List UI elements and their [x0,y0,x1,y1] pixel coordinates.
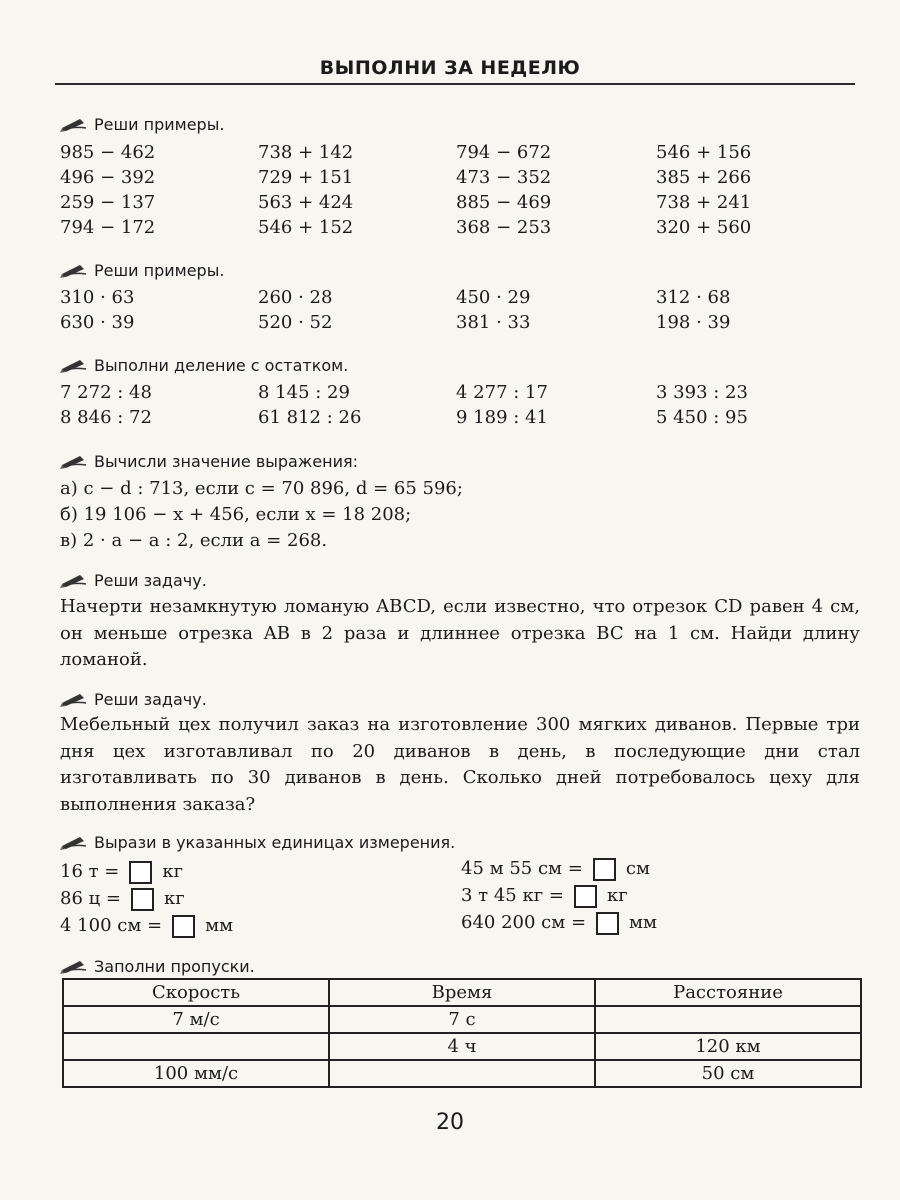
pencil-icon [60,262,88,278]
exercise-item: 985 − 462 [60,142,156,163]
table-cell: 4 ч [329,1033,595,1060]
fill-in-table [62,978,862,1088]
answer-box[interactable] [574,885,597,908]
task-text: Начерти незамкнутую ломаную ABCD, если известно, что отрезок CD равен 4 см, он меньше отрезка AB в 2 раза и длиннее отрезка BC на 1 см. Найди длину ломаной. [60,596,860,670]
table-cell: 50 см [595,1060,861,1087]
pencil-icon [60,357,88,373]
exercise-item: 885 − 469 [456,192,552,213]
conversion-expression: 3 т 45 кг = [461,885,564,906]
conversion-unit: кг [164,888,185,909]
section-heading-text: Вырази в указанных единицах измерения. [94,832,456,852]
exercise-item: 9 189 : 41 [456,407,548,428]
page-number: 20 [436,1110,464,1135]
column-header-distance: Расстояние [595,979,861,1006]
exercise-item: 496 − 392 [60,167,156,188]
exercise-item: 473 − 352 [456,167,552,188]
exercise-item: 312 · 68 [656,287,731,308]
conversion-expression: 86 ц = [60,888,122,909]
header-divider [55,83,855,85]
table-row [63,1006,861,1033]
conversion-expression: 16 т = [60,861,120,882]
conversion-unit: мм [629,912,658,933]
exercise-item: 450 · 29 [456,287,531,308]
exercise-item: 368 − 253 [456,217,552,238]
exercise-item: 7 272 : 48 [60,382,152,403]
conversion-unit: см [625,858,650,879]
section-heading-text: Реши примеры. [94,114,225,134]
column-header-speed: Скорость [63,979,329,1006]
table-header-row [63,979,861,1006]
exercise-item: 4 277 : 17 [456,382,548,403]
exercise-item: 8 846 : 72 [60,407,152,428]
expression-line: а) c − d : 713, если c = 70 896, d = 65 596; [60,478,463,499]
table-cell-blank[interactable] [595,1006,861,1033]
exercise-item: 630 · 39 [60,312,135,333]
section-heading-text: Реши примеры. [94,260,225,280]
section-heading-table [60,954,255,978]
conversion-expression: 4 100 см = [60,915,163,936]
answer-box[interactable] [129,861,152,884]
exercise-item: 385 + 266 [656,167,752,188]
table-cell: 7 с [329,1006,595,1033]
table-cell-blank[interactable] [63,1033,329,1060]
expression-line: б) 19 106 − x + 456, если x = 18 208; [60,504,412,525]
exercise-item: 546 + 152 [258,217,354,238]
page-header-title: ВЫПОЛНИ ЗА НЕДЕЛЮ [319,57,581,79]
exercise-item: 5 450 : 95 [656,407,748,428]
exercise-item: 520 · 52 [258,312,333,333]
conversion-expression: 640 200 см = [461,912,587,933]
exercise-item: 320 + 560 [656,217,752,238]
column-header-time: Время [329,979,595,1006]
exercise-item: 546 + 156 [656,142,752,163]
answer-box[interactable] [596,912,619,935]
section-heading-expressions [60,449,358,473]
section-heading-text: Реши задачу. [94,689,207,709]
exercise-item: 3 393 : 23 [656,382,748,403]
unit-conversion [461,855,650,883]
expression-line: в) 2 · a − a : 2, если a = 268. [60,530,328,551]
table-row [63,1060,861,1087]
pencil-icon [60,453,88,469]
unit-conversion [60,885,185,913]
unit-conversion [60,858,183,886]
conversion-unit: кг [162,861,184,882]
unit-conversion [461,909,657,937]
pencil-icon [60,572,88,588]
answer-box[interactable] [131,888,154,911]
table-cell: 120 км [595,1033,861,1060]
answer-box[interactable] [593,858,616,881]
exercise-item: 8 145 : 29 [258,382,350,403]
answer-box[interactable] [172,915,195,938]
table-cell: 7 м/с [63,1006,329,1033]
section-heading-units [60,830,455,854]
task-text: Мебельный цех получил заказ на изготовление 300 мягких диванов. Первые три дня цех изготавливал по 20 диванов в день, в последующие дни стал изготавливать по 30 диванов в день. Сколько дней потребовалось цеху для выполнения заказа? [60,714,860,815]
exercise-item: 794 − 672 [456,142,552,163]
section-heading-text: Заполни пропуски. [94,956,255,976]
exercise-item: 563 + 424 [258,192,354,213]
table-cell: 100 мм/с [63,1060,329,1087]
section-heading-task1 [60,568,207,592]
section-heading-text: Выполни деление с остатком. [94,355,349,375]
exercise-item: 729 + 151 [258,167,354,188]
exercise-item: 738 + 241 [656,192,752,213]
section-heading-text: Реши задачу. [94,570,207,590]
conversion-expression: 45 м 55 см = [461,858,583,879]
table-cell-blank[interactable] [329,1060,595,1087]
table-row [63,1033,861,1060]
exercise-item: 381 · 33 [456,312,531,333]
conversion-unit: кг [606,885,628,906]
exercise-item: 260 · 28 [258,287,333,308]
section-heading-task2 [60,687,207,711]
conversion-unit: мм [205,915,234,936]
pencil-icon [60,116,88,132]
pencil-icon [60,691,88,707]
pencil-icon [60,958,88,974]
unit-conversion [461,882,628,910]
section-heading-text: Вычисли значение выражения: [94,451,358,471]
unit-conversion [60,912,233,940]
exercise-item: 738 + 142 [258,142,354,163]
exercise-item: 310 · 63 [60,287,135,308]
section-heading-add-sub [60,112,224,136]
exercise-item: 198 · 39 [656,312,731,333]
exercise-item: 794 − 172 [60,217,156,238]
exercise-item: 259 − 137 [60,192,156,213]
exercise-item: 61 812 : 26 [258,407,362,428]
section-heading-divide [60,353,348,377]
section-heading-multiply [60,258,224,282]
pencil-icon [60,834,88,850]
